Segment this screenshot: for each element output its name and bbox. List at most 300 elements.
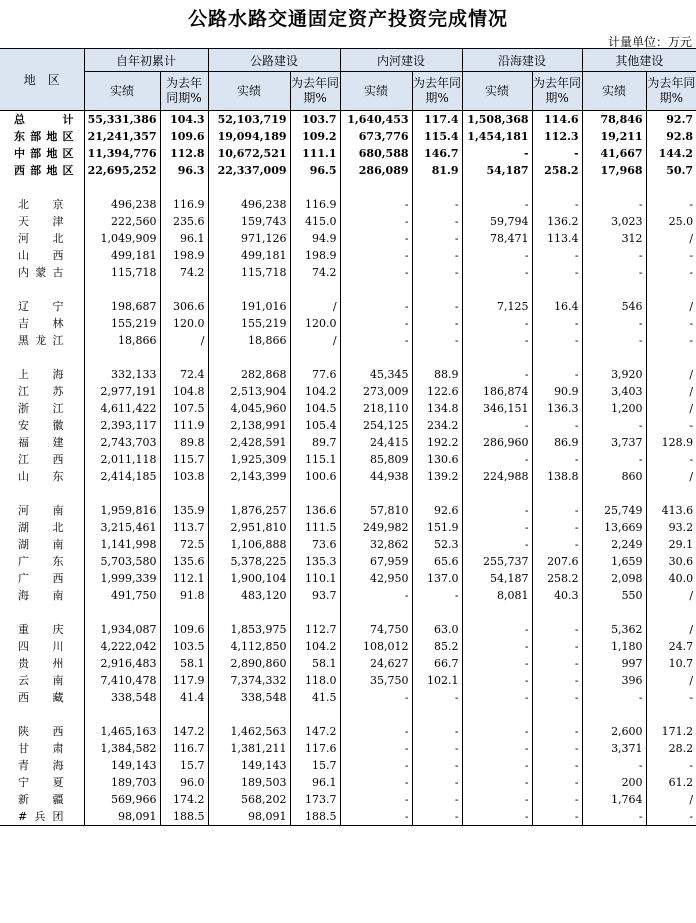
- actual-value: 491,750: [84, 587, 160, 604]
- yoy-value: -: [532, 196, 582, 213]
- table-row: [0, 451, 696, 468]
- spacer-cell: [532, 604, 582, 621]
- yoy-value: -: [412, 689, 462, 706]
- region-name: 陕西: [0, 723, 84, 740]
- table-row: [0, 315, 696, 332]
- actual-value: 1,049,909: [84, 230, 160, 247]
- spacer-cell: [208, 281, 290, 298]
- table-row: [0, 570, 696, 587]
- actual-value: 2,138,991: [208, 417, 290, 434]
- yoy-value: /: [689, 589, 694, 602]
- actual-value: 191,016: [208, 298, 290, 315]
- yoy-value: 77.6: [290, 366, 340, 383]
- table-row: [0, 791, 696, 808]
- region-name: 山西: [0, 247, 84, 264]
- actual-value: 19,211: [582, 128, 646, 145]
- table-row: [0, 332, 696, 349]
- group-header-inland: 内河建设: [340, 49, 462, 72]
- actual-value: 35,750: [340, 672, 412, 689]
- region-name: 海南: [0, 587, 84, 604]
- spacer-row: [0, 485, 696, 502]
- actual-value: 13,669: [582, 519, 646, 536]
- actual-value: 59,794: [462, 213, 532, 230]
- yoy-value: 122.6: [412, 383, 462, 400]
- yoy-value: 115.7: [160, 451, 208, 468]
- yoy-value: 134.8: [412, 400, 462, 417]
- actual-value: -: [582, 808, 646, 826]
- actual-value: -: [462, 196, 532, 213]
- actual-value: -: [462, 621, 532, 638]
- actual-value: -: [340, 774, 412, 791]
- actual-value: 25,749: [582, 502, 646, 519]
- table-row: [0, 553, 696, 570]
- actual-value: 78,846: [582, 111, 646, 129]
- actual-value: 24,627: [340, 655, 412, 672]
- actual-value: 4,222,042: [84, 638, 160, 655]
- yoy-value: -: [412, 808, 462, 826]
- actual-value: -: [462, 264, 532, 281]
- spacer-cell: [412, 179, 462, 196]
- spacer-cell: [462, 604, 532, 621]
- table-row: [0, 723, 696, 740]
- yoy-value: 89.8: [160, 434, 208, 451]
- yoy-value: /: [689, 300, 694, 313]
- yoy-value: 52.3: [412, 536, 462, 553]
- actual-value: -: [462, 536, 532, 553]
- region-name: 广东: [0, 553, 84, 570]
- spacer-cell: [160, 179, 208, 196]
- actual-value: 2,393,117: [84, 417, 160, 434]
- spacer-cell: [412, 349, 462, 366]
- actual-value: 218,110: [340, 400, 412, 417]
- yoy-value: 112.3: [532, 128, 582, 145]
- actual-value: 5,703,580: [84, 553, 160, 570]
- actual-value: 2,890,860: [208, 655, 290, 672]
- yoy-value: 74.2: [290, 264, 340, 281]
- yoy-value: 15.7: [160, 757, 208, 774]
- actual-value: -: [340, 230, 412, 247]
- region-name: 中部地区: [0, 145, 84, 162]
- spacer-cell: [582, 706, 646, 723]
- yoy-value: 138.8: [532, 468, 582, 485]
- table-row: [0, 298, 696, 315]
- table-row: [0, 621, 696, 638]
- yoy-value: 93.2: [668, 521, 694, 534]
- yoy-value: 104.8: [160, 383, 208, 400]
- actual-value: 22,695,252: [84, 162, 160, 179]
- spacer-cell: [532, 179, 582, 196]
- yoy-value: 91.8: [160, 587, 208, 604]
- yoy-value: 116.9: [290, 196, 340, 213]
- yoy-value: /: [689, 402, 694, 415]
- actual-value: 1,381,211: [208, 740, 290, 757]
- yoy-value: -: [412, 587, 462, 604]
- actual-value: 2,098: [582, 570, 646, 587]
- actual-value: 7,374,332: [208, 672, 290, 689]
- yoy-value: 111.1: [290, 145, 340, 162]
- actual-value: 3,403: [582, 383, 646, 400]
- yoy-value: -: [532, 689, 582, 706]
- yoy-value: 135.9: [160, 502, 208, 519]
- yoy-value: 104.2: [290, 383, 340, 400]
- actual-value: -: [462, 451, 532, 468]
- yoy-value: -: [689, 691, 694, 704]
- actual-value: -: [462, 672, 532, 689]
- yoy-value: /: [290, 332, 340, 349]
- actual-value: 2,743,703: [84, 434, 160, 451]
- table-row: [0, 689, 696, 706]
- spacer-cell: [84, 281, 160, 298]
- spacer-cell: [412, 281, 462, 298]
- actual-header: 实绩: [462, 72, 532, 111]
- yoy-value: 104.3: [160, 111, 208, 129]
- region-name: 浙江: [0, 400, 84, 417]
- yoy-header: 为去年同期%: [412, 72, 462, 111]
- yoy-value: -: [412, 791, 462, 808]
- actual-value: 2,513,904: [208, 383, 290, 400]
- region-name: 宁夏: [0, 774, 84, 791]
- spacer-cell: [160, 485, 208, 502]
- actual-value: 4,045,960: [208, 400, 290, 417]
- actual-value: -: [462, 417, 532, 434]
- table-row: [0, 587, 696, 604]
- actual-value: -: [340, 196, 412, 213]
- yoy-value: 92.7: [646, 111, 696, 129]
- actual-value: 1,180: [582, 638, 646, 655]
- actual-value: -: [582, 196, 646, 213]
- table-row: [0, 740, 696, 757]
- yoy-value: 40.3: [532, 587, 582, 604]
- spacer-cell: [412, 604, 462, 621]
- yoy-value: 171.2: [661, 725, 694, 738]
- yoy-value: -: [412, 315, 462, 332]
- actual-value: 3,920: [582, 366, 646, 383]
- yoy-value: 117.9: [160, 672, 208, 689]
- actual-value: 5,362: [582, 621, 646, 638]
- yoy-value: 58.1: [290, 655, 340, 672]
- yoy-value: -: [532, 655, 582, 672]
- spacer-row: [0, 706, 696, 723]
- region-name: #兵团: [0, 808, 84, 826]
- region-name: 吉林: [0, 315, 84, 332]
- yoy-value: -: [689, 249, 694, 262]
- actual-value: 499,181: [84, 247, 160, 264]
- table-row: [0, 774, 696, 791]
- actual-value: 44,938: [340, 468, 412, 485]
- yoy-value: 413.6: [661, 504, 694, 517]
- actual-value: 198,687: [84, 298, 160, 315]
- yoy-value: -: [532, 808, 582, 826]
- yoy-value: 58.1: [160, 655, 208, 672]
- yoy-value: 192.2: [412, 434, 462, 451]
- yoy-value: 92.6: [412, 502, 462, 519]
- yoy-value: 120.0: [160, 315, 208, 332]
- yoy-value: 109.2: [290, 128, 340, 145]
- spacer-cell: [0, 179, 84, 196]
- yoy-value: -: [532, 519, 582, 536]
- yoy-value: 113.4: [532, 230, 582, 247]
- yoy-value: 96.3: [160, 162, 208, 179]
- yoy-value: 113.7: [160, 519, 208, 536]
- actual-value: 254,125: [340, 417, 412, 434]
- actual-value: -: [462, 247, 532, 264]
- actual-header: 实绩: [340, 72, 412, 111]
- yoy-value: -: [412, 757, 462, 774]
- yoy-value: 136.3: [532, 400, 582, 417]
- yoy-value: -: [689, 419, 694, 432]
- spacer-cell: [160, 706, 208, 723]
- actual-value: 1,764: [582, 791, 646, 808]
- table-row: [0, 672, 696, 689]
- spacer-cell: [582, 604, 646, 621]
- spacer-cell: [412, 485, 462, 502]
- group-header-other: 其他建设: [582, 49, 696, 72]
- group-header-coastal: 沿海建设: [462, 49, 582, 72]
- actual-value: -: [340, 689, 412, 706]
- yoy-value: 109.6: [160, 128, 208, 145]
- actual-value: 200: [582, 774, 646, 791]
- actual-value: 3,023: [582, 213, 646, 230]
- actual-value: -: [340, 740, 412, 757]
- region-name: 青海: [0, 757, 84, 774]
- spacer-cell: [84, 706, 160, 723]
- spacer-cell: [84, 179, 160, 196]
- yoy-value: 111.9: [160, 417, 208, 434]
- yoy-value: 415.0: [290, 213, 340, 230]
- yoy-value: 25.0: [668, 215, 694, 228]
- yoy-value: -: [412, 774, 462, 791]
- yoy-value: 15.7: [290, 757, 340, 774]
- spacer-cell: [84, 604, 160, 621]
- actual-value: 57,810: [340, 502, 412, 519]
- actual-value: 1,200: [582, 400, 646, 417]
- actual-value: -: [462, 145, 532, 162]
- actual-value: -: [462, 723, 532, 740]
- actual-header: 实绩: [84, 72, 160, 111]
- group-header-cumulative: 自年初累计: [84, 49, 208, 72]
- yoy-value: -: [532, 451, 582, 468]
- spacer-cell: [290, 706, 340, 723]
- region-name: 河南: [0, 502, 84, 519]
- actual-value: -: [582, 451, 646, 468]
- actual-value: 338,548: [208, 689, 290, 706]
- yoy-value: 115.1: [290, 451, 340, 468]
- yoy-value: 130.6: [412, 451, 462, 468]
- actual-value: 1,508,368: [462, 111, 532, 129]
- region-name: 江西: [0, 451, 84, 468]
- spacer-cell: [582, 281, 646, 298]
- actual-value: 332,133: [84, 366, 160, 383]
- actual-value: 249,982: [340, 519, 412, 536]
- actual-value: 18,866: [208, 332, 290, 349]
- actual-value: 98,091: [208, 808, 290, 826]
- yoy-value: -: [532, 638, 582, 655]
- region-name: 江苏: [0, 383, 84, 400]
- spacer-cell: [582, 485, 646, 502]
- yoy-value: -: [532, 757, 582, 774]
- yoy-value: /: [689, 623, 694, 636]
- spacer-cell: [290, 485, 340, 502]
- spacer-cell: [340, 179, 412, 196]
- actual-value: -: [462, 791, 532, 808]
- yoy-value: 28.2: [668, 742, 694, 755]
- spacer-cell: [646, 485, 696, 502]
- spacer-cell: [462, 485, 532, 502]
- yoy-value: 96.0: [160, 774, 208, 791]
- table-row: [0, 502, 696, 519]
- actual-value: -: [462, 740, 532, 757]
- actual-value: 17,968: [582, 162, 646, 179]
- actual-value: 222,560: [84, 213, 160, 230]
- yoy-value: 85.2: [412, 638, 462, 655]
- yoy-value: -: [532, 502, 582, 519]
- actual-value: -: [340, 315, 412, 332]
- yoy-value: 188.5: [290, 808, 340, 826]
- spacer-cell: [646, 281, 696, 298]
- region-name: 甘肃: [0, 740, 84, 757]
- yoy-value: -: [412, 247, 462, 264]
- actual-value: 282,868: [208, 366, 290, 383]
- actual-value: 1,959,816: [84, 502, 160, 519]
- yoy-value: -: [532, 536, 582, 553]
- yoy-value: 105.4: [290, 417, 340, 434]
- actual-value: 3,737: [582, 434, 646, 451]
- yoy-value: 10.7: [668, 657, 694, 670]
- yoy-value: /: [689, 470, 694, 483]
- actual-value: -: [462, 638, 532, 655]
- spacer-cell: [290, 179, 340, 196]
- yoy-value: 92.8: [666, 130, 694, 143]
- spacer-cell: [290, 349, 340, 366]
- actual-value: 55,331,386: [84, 111, 160, 129]
- actual-value: 1,141,998: [84, 536, 160, 553]
- actual-value: 186,874: [462, 383, 532, 400]
- yoy-value: 30.6: [668, 555, 694, 568]
- region-name: 辽宁: [0, 298, 84, 315]
- spacer-cell: [462, 281, 532, 298]
- yoy-value: /: [689, 674, 694, 687]
- yoy-value: /: [689, 793, 694, 806]
- yoy-value: 86.9: [532, 434, 582, 451]
- actual-value: 1,465,163: [84, 723, 160, 740]
- yoy-value: 114.6: [532, 111, 582, 129]
- region-name: 山东: [0, 468, 84, 485]
- actual-value: 546: [582, 298, 646, 315]
- yoy-value: -: [532, 774, 582, 791]
- spacer-cell: [208, 706, 290, 723]
- yoy-value: -: [532, 366, 582, 383]
- yoy-value: 112.1: [160, 570, 208, 587]
- spacer-cell: [290, 281, 340, 298]
- spacer-cell: [646, 706, 696, 723]
- actual-value: -: [582, 315, 646, 332]
- actual-value: 45,345: [340, 366, 412, 383]
- yoy-value: 128.9: [661, 436, 694, 449]
- yoy-value: -: [532, 264, 582, 281]
- yoy-value: 112.7: [290, 621, 340, 638]
- yoy-value: 115.4: [412, 128, 462, 145]
- yoy-value: 235.6: [160, 213, 208, 230]
- actual-value: 7,410,478: [84, 672, 160, 689]
- actual-value: 54,187: [462, 162, 532, 179]
- actual-value: 54,187: [462, 570, 532, 587]
- table-row: [0, 383, 696, 400]
- table-row: [0, 162, 696, 179]
- investment-table: [0, 48, 696, 826]
- actual-value: 673,776: [340, 128, 412, 145]
- yoy-value: 41.5: [290, 689, 340, 706]
- spacer-cell: [340, 604, 412, 621]
- table-row: [0, 536, 696, 553]
- actual-value: -: [340, 264, 412, 281]
- yoy-value: 73.6: [290, 536, 340, 553]
- yoy-value: /: [689, 232, 694, 245]
- yoy-value: -: [412, 230, 462, 247]
- actual-value: 19,094,189: [208, 128, 290, 145]
- yoy-value: -: [412, 723, 462, 740]
- actual-value: -: [462, 519, 532, 536]
- actual-value: -: [340, 791, 412, 808]
- table-row: [0, 468, 696, 485]
- yoy-value: 50.7: [666, 164, 694, 177]
- region-name: 黑龙江: [0, 332, 84, 349]
- spacer-row: [0, 604, 696, 621]
- yoy-value: -: [412, 264, 462, 281]
- yoy-value: 135.6: [160, 553, 208, 570]
- yoy-value: 118.0: [290, 672, 340, 689]
- yoy-value: 102.1: [412, 672, 462, 689]
- actual-value: -: [462, 366, 532, 383]
- yoy-value: /: [689, 385, 694, 398]
- actual-value: 1,454,181: [462, 128, 532, 145]
- actual-value: 568,202: [208, 791, 290, 808]
- actual-value: 189,703: [84, 774, 160, 791]
- actual-value: 2,428,591: [208, 434, 290, 451]
- table-row: [0, 655, 696, 672]
- yoy-value: /: [160, 332, 208, 349]
- actual-value: 1,462,563: [208, 723, 290, 740]
- actual-value: 1,925,309: [208, 451, 290, 468]
- actual-value: 286,089: [340, 162, 412, 179]
- actual-value: 155,219: [208, 315, 290, 332]
- actual-value: -: [582, 264, 646, 281]
- actual-value: -: [462, 774, 532, 791]
- yoy-value: -: [412, 196, 462, 213]
- actual-value: 255,737: [462, 553, 532, 570]
- yoy-value: 151.9: [412, 519, 462, 536]
- table-row: [0, 230, 696, 247]
- actual-value: 2,143,399: [208, 468, 290, 485]
- actual-value: 1,999,339: [84, 570, 160, 587]
- table-row: [0, 213, 696, 230]
- yoy-value: -: [412, 740, 462, 757]
- yoy-value: 96.5: [290, 162, 340, 179]
- yoy-value: 41.4: [160, 689, 208, 706]
- table-row: [0, 519, 696, 536]
- yoy-value: 94.9: [290, 230, 340, 247]
- spacer-cell: [208, 485, 290, 502]
- yoy-value: 144.2: [658, 147, 694, 160]
- region-name: 东部地区: [0, 128, 84, 145]
- yoy-value: 96.1: [160, 230, 208, 247]
- actual-value: 1,106,888: [208, 536, 290, 553]
- actual-value: -: [582, 332, 646, 349]
- actual-value: -: [462, 502, 532, 519]
- yoy-value: -: [532, 315, 582, 332]
- actual-value: -: [462, 655, 532, 672]
- spacer-cell: [84, 349, 160, 366]
- actual-value: -: [462, 689, 532, 706]
